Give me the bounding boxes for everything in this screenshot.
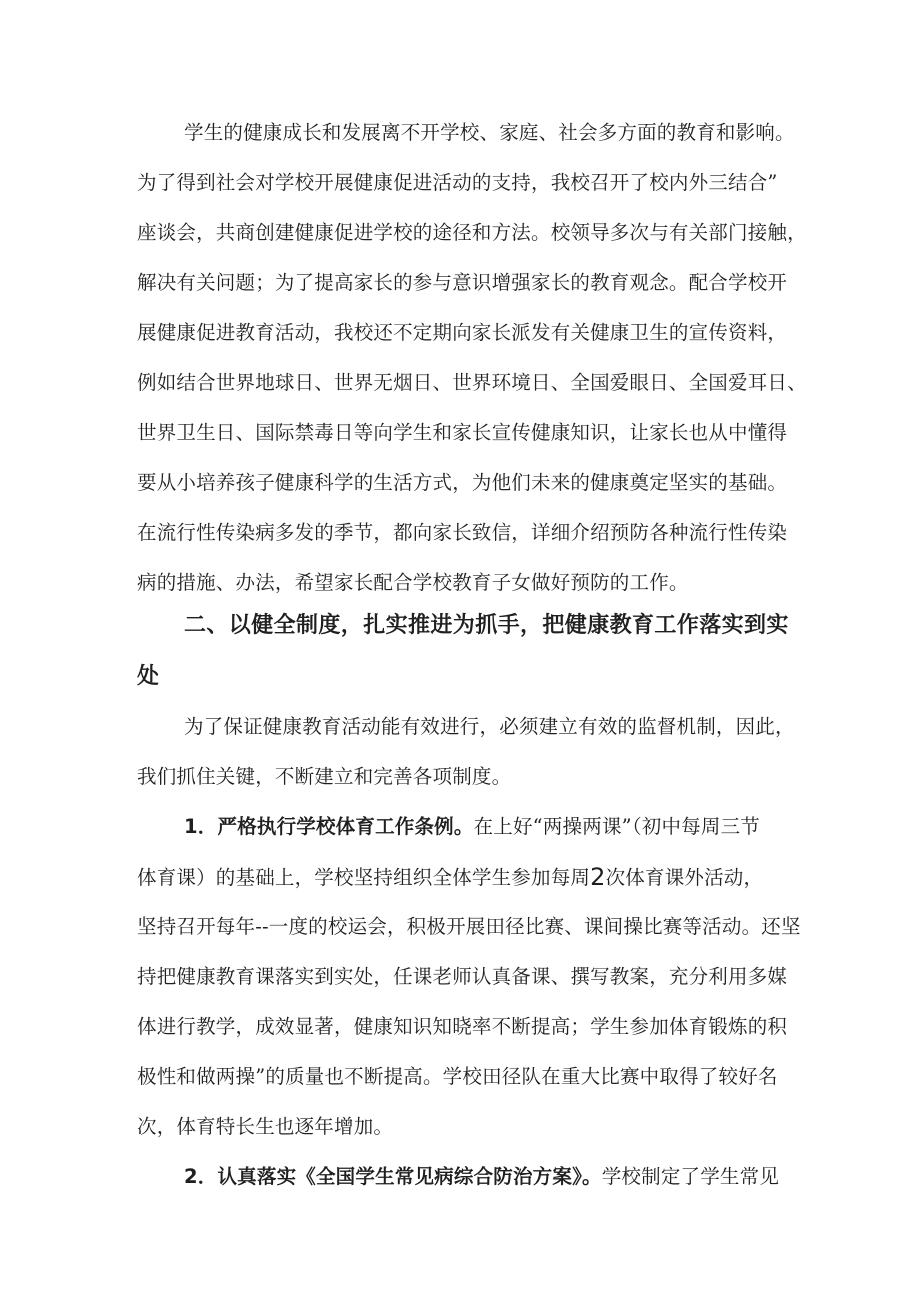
list-item-1-text: 在上好“两操两课”（初中每周三节	[473, 815, 760, 838]
paragraph-line: 学生的健康成长和发展离不开学校、家庭、社会多方面的教育和影响。	[184, 121, 795, 144]
list-item-2-title: 2．认真落实《全国学生常见病综合防治方案》。	[184, 1165, 602, 1188]
list-item-2-text: 学校制定了学生常见	[601, 1165, 780, 1188]
paragraph-line: 要从小培养孩子健康科学的生活方式，为他们未来的健康奠定坚实的基础。	[137, 471, 788, 494]
paragraph-line: 解决有关问题；为了提高家长的参与意识增强家长的教育观念。配合学校开	[137, 271, 788, 294]
list-item-1-text: 次体育课外活动，	[605, 866, 764, 889]
section-heading: 二、以健全制度，扎实推进为抓手，把健康教育工作落实到实	[184, 613, 789, 638]
list-item-1-title: 1．严格执行学校体育工作条例。	[184, 815, 474, 838]
paragraph-line: 为了保证健康教育活动能有效进行，必须建立有效的监督机制，因此，	[184, 715, 795, 738]
list-item-1-line: 极性和做两操”的质量也不断提高。学校田径队在重大比赛中取得了较好名	[137, 1065, 778, 1088]
section-heading-continued: 处	[137, 664, 160, 689]
list-item-1-number: 2	[590, 863, 606, 891]
paragraph-line: 展健康促进教育活动，我校还不定期向家长派发有关健康卫生的宣传资料，	[137, 321, 788, 344]
paragraph-line: 我们抓住关键，不断建立和完善各项制度。	[137, 765, 512, 788]
list-item-1-line: 体进行教学，成效显著，健康知识知晓率不断提高；学生参加体育锻炼的积	[137, 1015, 788, 1038]
list-item-1-text: 体育课）的基础上，学校坚持组织全体学生参加每周	[137, 866, 591, 889]
paragraph-line: 世界卫生日、国际禁毒日等向学生和家长宣传健康知识，让家长也从中懂得	[137, 421, 788, 444]
paragraph-line: 例如结合世界地球日、世界无烟日、世界环境日、全国爱眼日、全国爱耳日、	[137, 371, 807, 394]
paragraph-line: 座谈会，共商创建健康促进学校的途径和方法。校领导多次与有关部门接触，	[137, 221, 807, 244]
paragraph-line: 为了得到社会对学校开展健康促进活动的支持，我校召开了校内外三结合”	[137, 171, 778, 194]
list-item-1-line: 坚持召开每年--一度的校运会，积极开展田径比赛、课间操比赛等活动。还坚	[137, 915, 801, 938]
paragraph-line: 病的措施、办法，希望家长配合学校教育子女做好预防的工作。	[137, 571, 689, 594]
list-item-1-line: 持把健康教育课落实到实处，任课老师认真备课、撰写教案，充分利用多媒	[137, 965, 788, 988]
list-item-1-line	[137, 860, 797, 894]
list-item-1-line	[184, 810, 797, 844]
paragraph-line: 在流行性传染病多发的季节，都向家长致信，详细介绍预防各种流行性传染	[137, 521, 788, 544]
list-item-1-line: 次，体育特长生也逐年增加。	[137, 1115, 394, 1138]
list-item-2-line	[184, 1160, 797, 1194]
